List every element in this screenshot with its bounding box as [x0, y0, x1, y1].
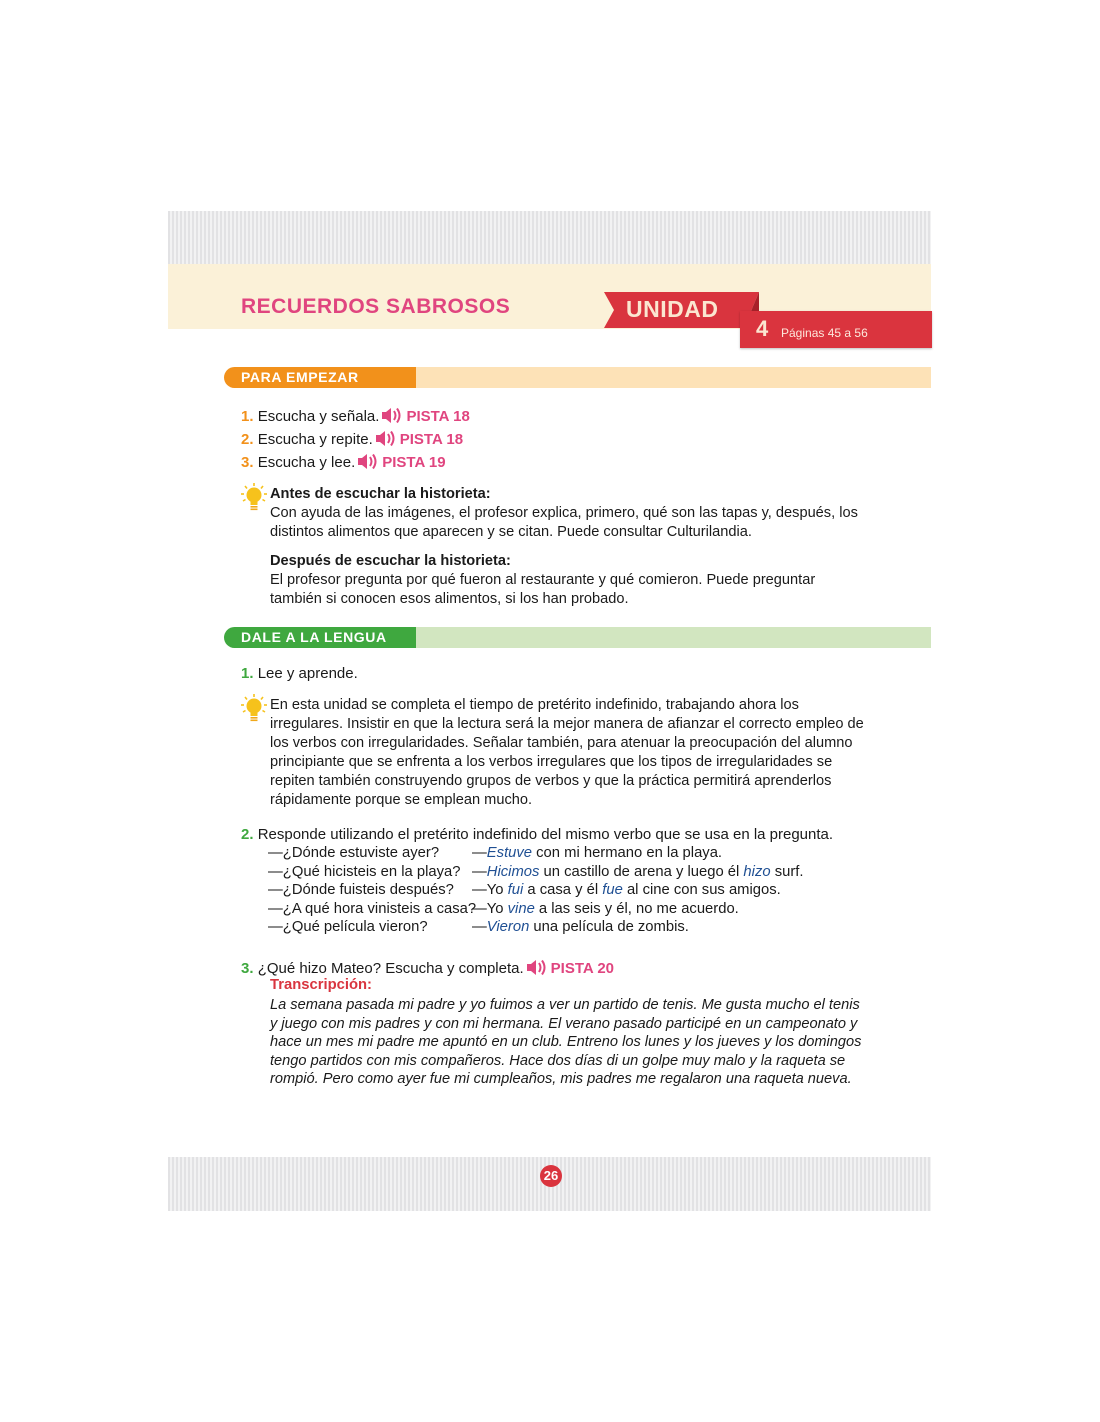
verb-form: fui: [507, 882, 524, 898]
teacher-tip-after: [270, 552, 865, 609]
speaker-icon[interactable]: [381, 407, 403, 429]
answer-text: —Yo: [472, 900, 508, 917]
answer-text: —: [472, 845, 487, 861]
speaker-icon[interactable]: [375, 430, 397, 452]
item-text: Escucha y lee.: [257, 454, 356, 471]
unit-title: RECUERDOS SABROSOS: [241, 295, 511, 318]
answer-text: un castillo de arena y luego él: [539, 863, 744, 880]
dialog-question: —¿Dónde fuisteis después?: [268, 882, 454, 898]
list-item: [241, 430, 463, 452]
section-label: PARA EMPEZAR: [241, 369, 359, 385]
speaker-icon[interactable]: [357, 453, 379, 475]
track-label[interactable]: PISTA 18: [399, 431, 464, 448]
tip-heading: Antes de escuchar la historieta:: [270, 486, 491, 502]
list-item: [241, 825, 833, 844]
item-text: Escucha y repite.: [257, 431, 373, 448]
item-number: 1.: [241, 408, 254, 425]
item-number: 1.: [241, 665, 254, 682]
dialog-answer: [472, 900, 739, 919]
tip-body: El profesor pregunta por qué fueron al restaurante y qué comieron. Puede preguntar también si conocen esos alimentos, si los han probado.: [270, 572, 816, 607]
track-label[interactable]: PISTA 20: [550, 960, 615, 977]
answer-text: —Yo: [472, 882, 508, 898]
dialog-answer: [472, 844, 722, 863]
lightbulb-icon: [240, 483, 268, 518]
section-header-dale-a-la-lengua: [224, 627, 931, 648]
answer-text: al cine con sus amigos.: [622, 882, 781, 898]
answer-text: a casa y él: [523, 882, 603, 898]
verb-form: fue: [602, 882, 623, 898]
tip-body: En esta unidad se completa el tiempo de pretérito indefinido, trabajando ahora los irregulares. Insistir en que la lectura será la mejor manera de afianzar el correcto empleo de los verbos con irregularidades. Señalar también, para atenuar la preocupación del alumno principiante que se enfrenta a los verbos irregulares que los tipos de irregularidades se repiten también construyendo grupos de verbos y que la práctica permitirá aprenderlos rápidamente porque se emplean mucho.: [270, 697, 864, 808]
item-number: 2.: [241, 431, 254, 448]
answer-text: —: [472, 919, 487, 935]
dialog-question: —¿Dónde estuviste ayer?: [268, 845, 440, 861]
dialog-question: —¿A qué hora vinisteis a casa?: [268, 900, 477, 917]
item-number: 3.: [241, 960, 254, 977]
section-label: DALE A LA LENGUA: [241, 629, 387, 645]
item-text: Responde utilizando el pretérito indefinido del mismo verbo que se usa en la pregunta.: [257, 826, 834, 843]
list-item: [241, 664, 358, 683]
unit-label: UNIDAD: [626, 296, 719, 322]
dialog-question: —¿Qué hicisteis en la playa?: [268, 863, 461, 880]
dialog-question: —¿Qué película vieron?: [268, 919, 428, 935]
speaker-icon[interactable]: [526, 959, 548, 981]
item-text: ¿Qué hizo Mateo? Escucha y completa.: [257, 960, 524, 977]
tip-body: Con ayuda de las imágenes, el profesor explica, primero, qué son las tapas y, después, los distintos alimentos que aparecen y se citan. Puede consultar Culturilandia.: [270, 505, 858, 540]
item-number: 2.: [241, 826, 254, 843]
answer-text: una película de zombis.: [529, 919, 689, 935]
track-label[interactable]: PISTA 19: [382, 454, 446, 471]
answer-text: con mi hermano en la playa.: [532, 845, 723, 861]
answer-text: —: [472, 863, 487, 880]
unit-number: 4: [756, 316, 769, 341]
verb-form: Hicimos: [486, 863, 540, 880]
list-item: [241, 407, 470, 429]
answer-text: surf.: [770, 863, 804, 880]
tip-heading: Después de escuchar la historieta:: [270, 553, 511, 569]
page-number: 26: [540, 1165, 562, 1187]
transcription-heading: Transcripción:: [270, 977, 372, 993]
teacher-tip-before: [270, 485, 865, 542]
section-header-para-empezar: [224, 367, 931, 388]
dialog-answer: [472, 881, 781, 900]
item-number: 3.: [241, 454, 254, 471]
verb-form: Estuve: [486, 845, 533, 861]
item-text: Escucha y señala.: [257, 408, 380, 425]
teacher-tip-irregulars: [270, 696, 865, 810]
dialog-answer: [472, 863, 803, 882]
dialog-answer: [472, 918, 689, 937]
list-item: [241, 453, 446, 475]
answer-text: a las seis y él, no me acuerdo.: [534, 900, 739, 917]
header-stripe: [168, 211, 931, 264]
item-text: Lee y aprende.: [257, 665, 358, 682]
unit-pages: Páginas 45 a 56: [781, 326, 868, 340]
verb-form: vine: [507, 900, 535, 917]
track-label[interactable]: PISTA 18: [406, 408, 470, 425]
transcription-text: La semana pasada mi padre y yo fuimos a ver un partido de tenis. Me gusta mucho el tenis y juego con mis padres y con mi hermana. El verano pasado participé en un campeonato y hace un mes mi padre me apuntó en un club. Entreno los lunes y los jueves y los domingos tengo partidos con mis compañeros. Hace dos días di un golpe muy malo y la raqueta se rompió. Pero como ayer fue mi cumpleaños, mis padres me regalaron una raqueta nueva.: [270, 997, 862, 1088]
verb-form: hizo: [743, 863, 771, 880]
lightbulb-icon: [240, 694, 268, 729]
verb-form: Vieron: [486, 919, 530, 935]
